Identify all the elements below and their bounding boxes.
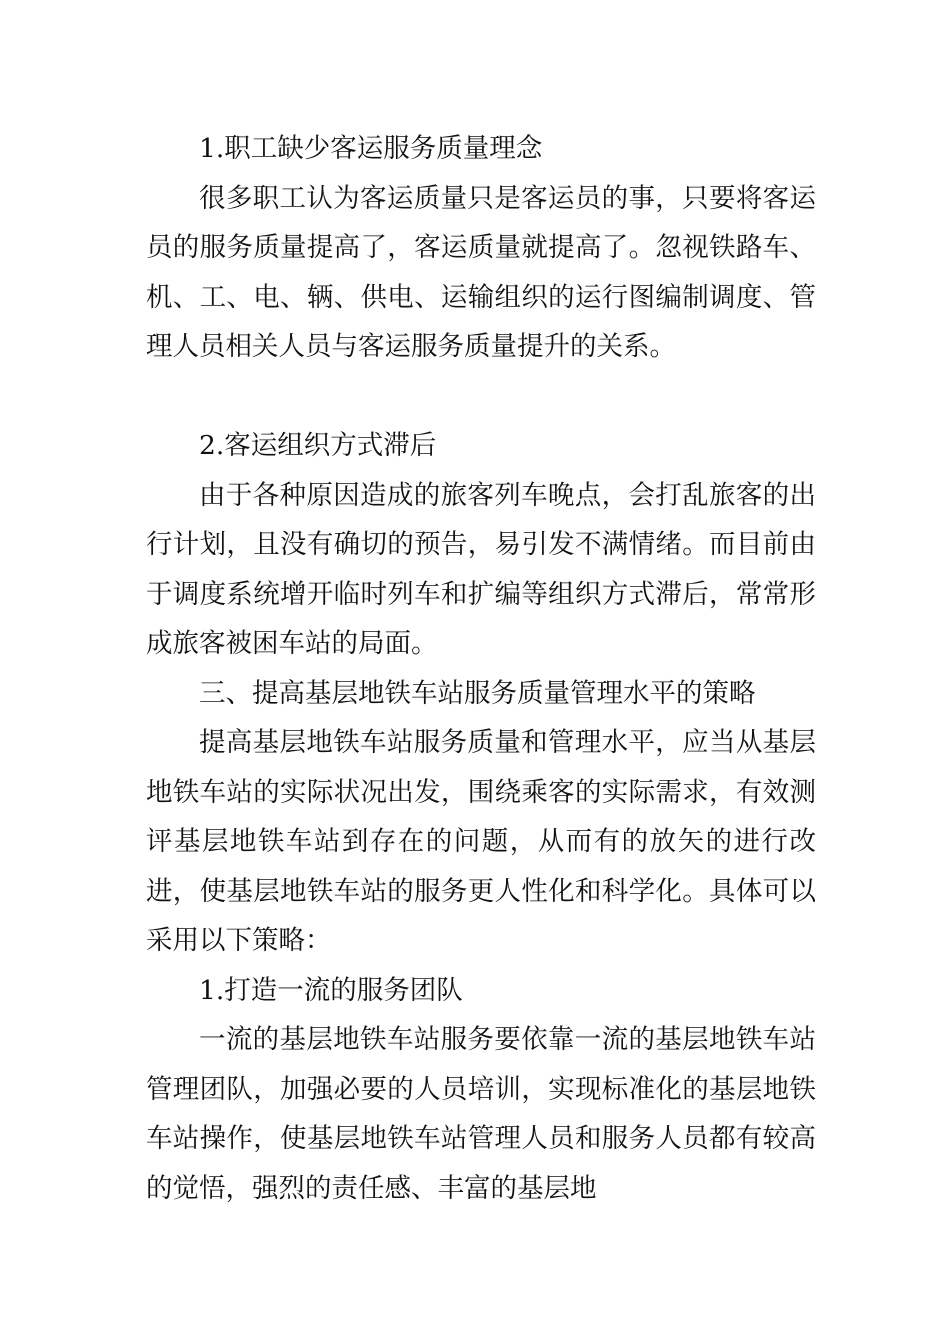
section-heading-lack-of-service-concept: 1.职工缺少客运服务质量理念 [199,133,543,164]
document-body [146,124,816,1213]
paragraph-service-concept: 很多职工认为客运质量只是客运员的事，只要将客运员的服务质量提高了，客运质量就提高了。忽视铁路车、机、工、电、辆、供电、运输组织的运行图编制调度、管理人员相关人员与客运服务质量提升的关系。 [146,182,816,362]
paragraph-service-team: 一流的基层地铁车站服务要依靠一流的基层地铁车站管理团队，加强必要的人员培训，实现标准化的基层地铁车站操作，使基层地铁车站管理人员和服务人员都有较高的觉悟，强烈的责任感、丰富的基层地 [146,1024,816,1204]
section-heading-outdated-organization: 2.客运组织方式滞后 [199,430,437,461]
section-heading-service-team: 1.打造一流的服务团队 [199,974,463,1006]
section-heading-strategies: 三、提高基层地铁车站服务质量管理水平的策略 [199,677,756,709]
paragraph-strategies-intro: 提高基层地铁车站服务质量和管理水平，应当从基层地铁车站的实际状况出发，围绕乘客的实际需求，有效测评基层地铁车站到存在的问题，从而有的放矢的进行改进，使基层地铁车站的服务更人性化和科学化。具体可以采用以下策略： [146,727,816,956]
paragraph-outdated-organization: 由于各种原因造成的旅客列车晚点，会打乱旅客的出行计划，且没有确切的预告，易引发不满情绪。而目前由于调度系统增开临时列车和扩编等组织方式滞后，常常形成旅客被困车站的局面。 [146,479,816,659]
